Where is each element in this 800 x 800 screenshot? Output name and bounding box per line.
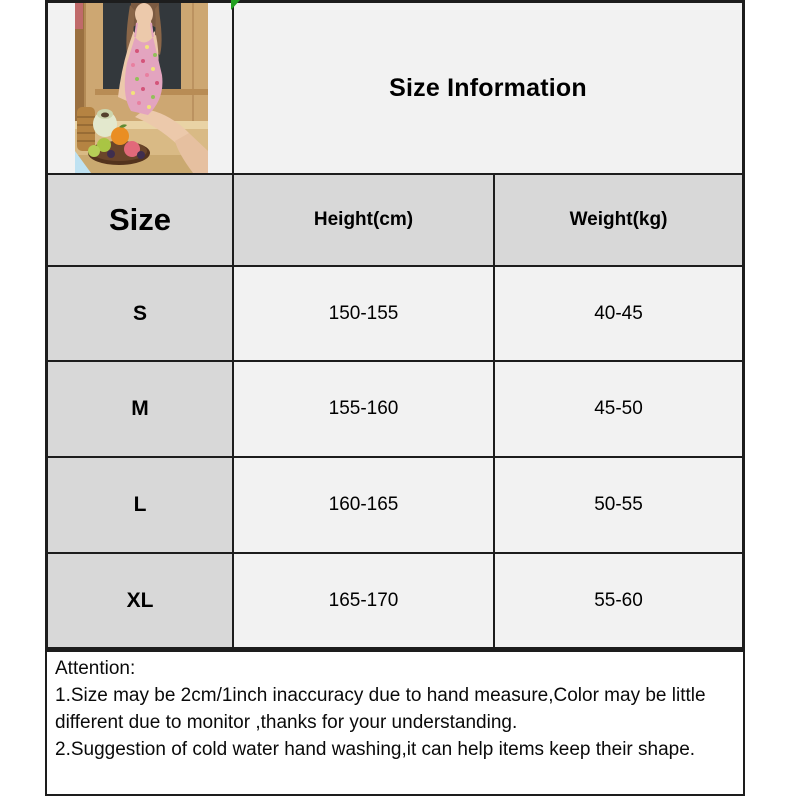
size-column-header: Size bbox=[48, 175, 232, 265]
row-xl-height-cell: 165-170 bbox=[234, 554, 493, 647]
row-m-height-cell: 155-160 bbox=[234, 362, 493, 456]
attention-label: Attention: bbox=[55, 658, 136, 679]
row-l-weight-cell: 50-55 bbox=[495, 458, 742, 552]
title-cell bbox=[234, 3, 742, 173]
page-title: Size Information bbox=[389, 73, 587, 102]
attention-note: 2.Suggestion of cold water hand washing,it can help items keep their shape. bbox=[55, 739, 696, 760]
height-column-header: Height(cm) bbox=[234, 175, 493, 265]
size-chart-table bbox=[45, 0, 745, 650]
weight-column-header: Weight(kg) bbox=[495, 175, 742, 265]
row-l-size-cell: L bbox=[48, 458, 232, 552]
green-corner-icon bbox=[231, 0, 240, 10]
row-l-height-cell: 160-165 bbox=[234, 458, 493, 552]
row-s-size-cell: S bbox=[48, 267, 232, 360]
row-xl-size-cell: XL bbox=[48, 554, 232, 647]
woven-basket bbox=[77, 107, 95, 151]
attention-note: 1.Size may be 2cm/1inch inaccuracy due to hand measure,Color may be little different due to monitor ,thanks for your understanding. bbox=[55, 685, 706, 733]
row-s-weight-cell: 40-45 bbox=[495, 267, 742, 360]
row-m-size-cell: M bbox=[48, 362, 232, 456]
product-photo-cell bbox=[48, 3, 232, 173]
row-xl-weight-cell: 55-60 bbox=[495, 554, 742, 647]
product-photo bbox=[75, 3, 208, 173]
attention-box bbox=[45, 650, 745, 796]
row-s-height-cell: 150-155 bbox=[234, 267, 493, 360]
row-m-weight-cell: 45-50 bbox=[495, 362, 742, 456]
